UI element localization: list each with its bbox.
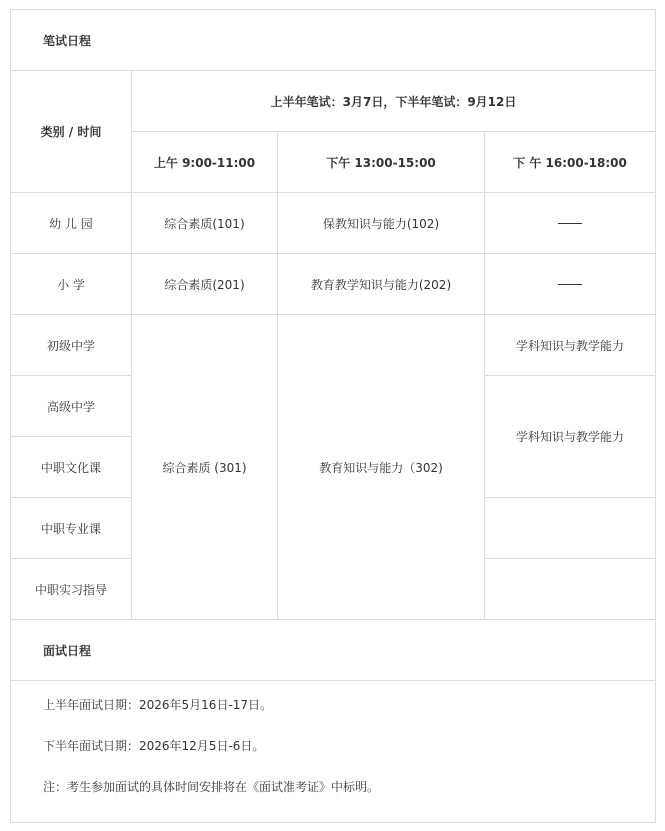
category-vocational-culture: 中职文化课 <box>11 437 132 498</box>
written-schedule-title: 笔试日程 <box>11 10 656 71</box>
interview-note: 注：考生参加面试的具体时间安排将在《面试准考证》中标明。 <box>43 780 380 794</box>
category-kindergarten: 幼 儿 园 <box>11 193 132 254</box>
category-time-header: 类别 / 时间 <box>11 71 132 193</box>
interview-schedule-title: 面试日程 <box>11 620 656 681</box>
subject-cell: 保教知识与能力(102) <box>278 193 485 254</box>
written-dates-header: 上半年笔试：3月7日，下半年笔试：9月12日 <box>132 71 656 132</box>
exam-schedule-table <box>10 9 656 823</box>
subject-cell-secondary-general: 综合素质 (301) <box>132 315 278 620</box>
session-late-afternoon-header: 下 午 16:00-18:00 <box>485 132 656 193</box>
subject-cell: 综合素质(101) <box>132 193 278 254</box>
empty-cell <box>485 559 656 620</box>
dash <box>558 284 582 285</box>
category-junior-high: 初级中学 <box>11 315 132 376</box>
interview-first-half: 上半年面试日期：2026年5月16日-17日。 <box>43 698 273 712</box>
category-vocational-practice: 中职实习指导 <box>11 559 132 620</box>
session-morning-header: 上午 9:00-11:00 <box>132 132 278 193</box>
empty-dash-cell <box>485 193 656 254</box>
table-row <box>11 254 656 315</box>
interview-info <box>11 681 656 823</box>
subject-cell-secondary-education: 教育知识与能力（302) <box>278 315 485 620</box>
subject-cell-senior-subject: 学科知识与教学能力 <box>485 376 656 498</box>
empty-cell <box>485 498 656 559</box>
subject-cell: 教育教学知识与能力(202) <box>278 254 485 315</box>
category-primary: 小 学 <box>11 254 132 315</box>
interview-second-half: 下半年面试日期：2026年12月5日-6日。 <box>43 739 265 753</box>
empty-dash-cell <box>485 254 656 315</box>
table-row <box>11 315 656 376</box>
table-row <box>11 193 656 254</box>
session-afternoon-header: 下午 13:00-15:00 <box>278 132 485 193</box>
subject-cell-junior-subject: 学科知识与教学能力 <box>485 315 656 376</box>
dash <box>558 223 582 224</box>
category-vocational-professional: 中职专业课 <box>11 498 132 559</box>
category-senior-high: 高级中学 <box>11 376 132 437</box>
subject-cell: 综合素质(201) <box>132 254 278 315</box>
